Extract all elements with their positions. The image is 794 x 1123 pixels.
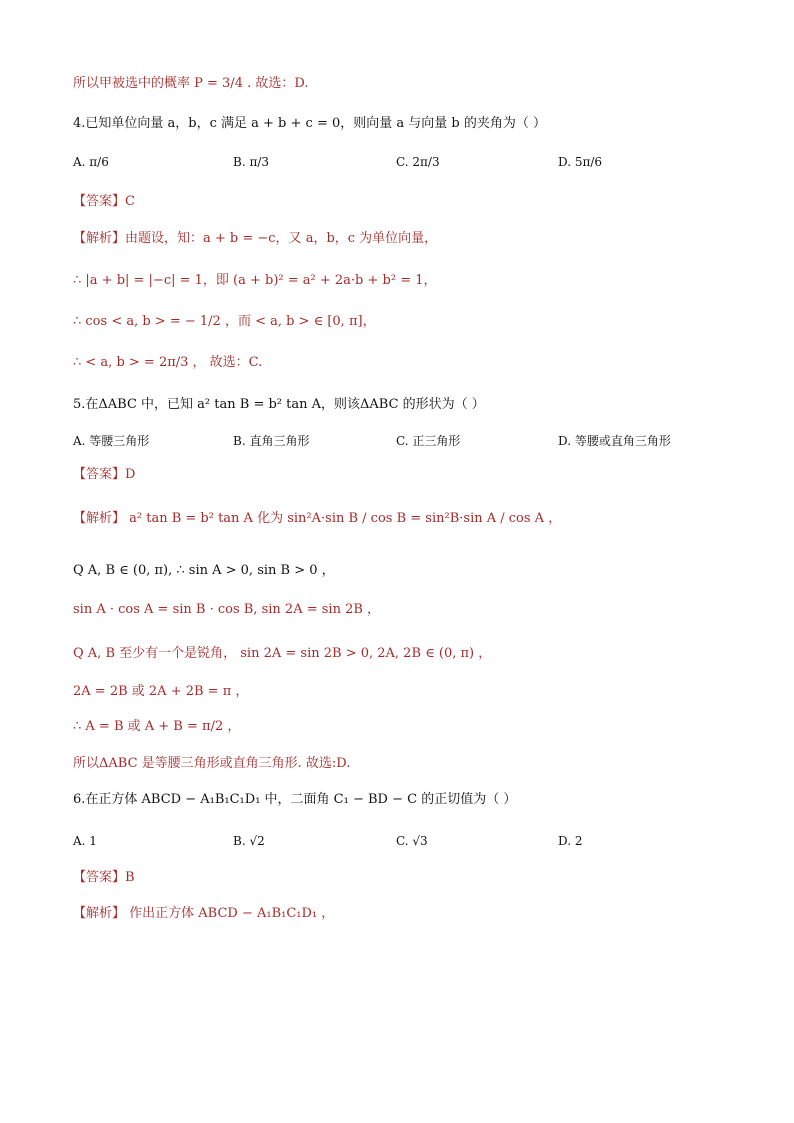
explanation-4-line1: 【解析】由题设，知：a + b = −c，又 a，b，c 为单位向量， — [73, 231, 438, 246]
question-6: 6.在正方体 ABCD − A₁B₁C₁D₁ 中，二面角 C₁ − BD − C 的正切值为（ ） — [73, 792, 517, 807]
explanation-5-line2: Q A, B ∈ (0, π), ∴ sin A > 0, sin B > 0 ， — [73, 563, 335, 578]
explanation-5-line4: Q A, B 至少有一个是锐角， sin 2A = sin 2B > 0, 2A, 2B ∈ (0, π) ， — [73, 646, 492, 661]
q4-option-c: C. 2π/3 — [396, 155, 440, 169]
q4-option-b: B. π/3 — [233, 155, 270, 169]
answer-6: 【答案】B — [73, 870, 135, 885]
explanation-5-line6: ∴ A = B 或 A + B = π/2 ， — [73, 719, 241, 734]
question-4: 4.已知单位向量 a，b，c 满足 a + b + c = 0，则向量 a 与向量 b 的夹角为（ ） — [73, 116, 546, 131]
q5-option-d: D. 等腰或直角三角形 — [558, 434, 671, 448]
explanation-5-line7: 所以ΔABC 是等腰三角形或直角三角形. 故选:D. — [73, 756, 351, 771]
q4-option-a: A. π/6 — [73, 155, 109, 169]
explanation-4-line4: ∴ < a, b > = 2π/3 ， 故选：C. — [73, 355, 263, 370]
q5-option-c: C. 正三角形 — [396, 434, 461, 448]
q6-option-c: C. √3 — [396, 834, 428, 848]
q6-option-d: D. 2 — [558, 834, 583, 848]
explanation-4-line2: ∴ |a + b| = |−c| = 1，即 (a + b)² = a² + 2a·b + b² = 1， — [73, 273, 437, 288]
explanation-5-line5: 2A = 2B 或 2A + 2B = π ， — [73, 684, 249, 699]
explanation-6-line1: 【解析】 作出正方体 ABCD − A₁B₁C₁D₁ ， — [73, 906, 335, 921]
explanation-4-line3: ∴ cos < a, b > = − 1/2 ，而 < a, b > ∈ [0, π]， — [73, 314, 376, 329]
explanation-5-line3: sin A · cos A = sin B · cos B, sin 2A = sin 2B ， — [73, 602, 381, 617]
q6-option-b: B. √2 — [233, 834, 265, 848]
q6-option-a: A. 1 — [73, 834, 97, 848]
answer-5: 【答案】D — [73, 467, 136, 482]
q5-option-a: A. 等腰三角形 — [73, 434, 150, 448]
explanation-5-line1: 【解析】 a² tan B = b² tan A 化为 sin²A·sin B / cos B = sin²B·sin A / cos A ， — [73, 511, 562, 526]
prob-conclusion-line: 所以甲被选中的概率 P = 3/4 . 故选：D. — [73, 76, 309, 91]
q4-option-d: D. 5π/6 — [558, 155, 603, 169]
question-5: 5.在ΔABC 中，已知 a² tan B = b² tan A，则该ΔABC 的形状为（ ） — [73, 397, 485, 412]
q5-option-b: B. 直角三角形 — [233, 434, 310, 448]
answer-4: 【答案】C — [73, 194, 135, 209]
